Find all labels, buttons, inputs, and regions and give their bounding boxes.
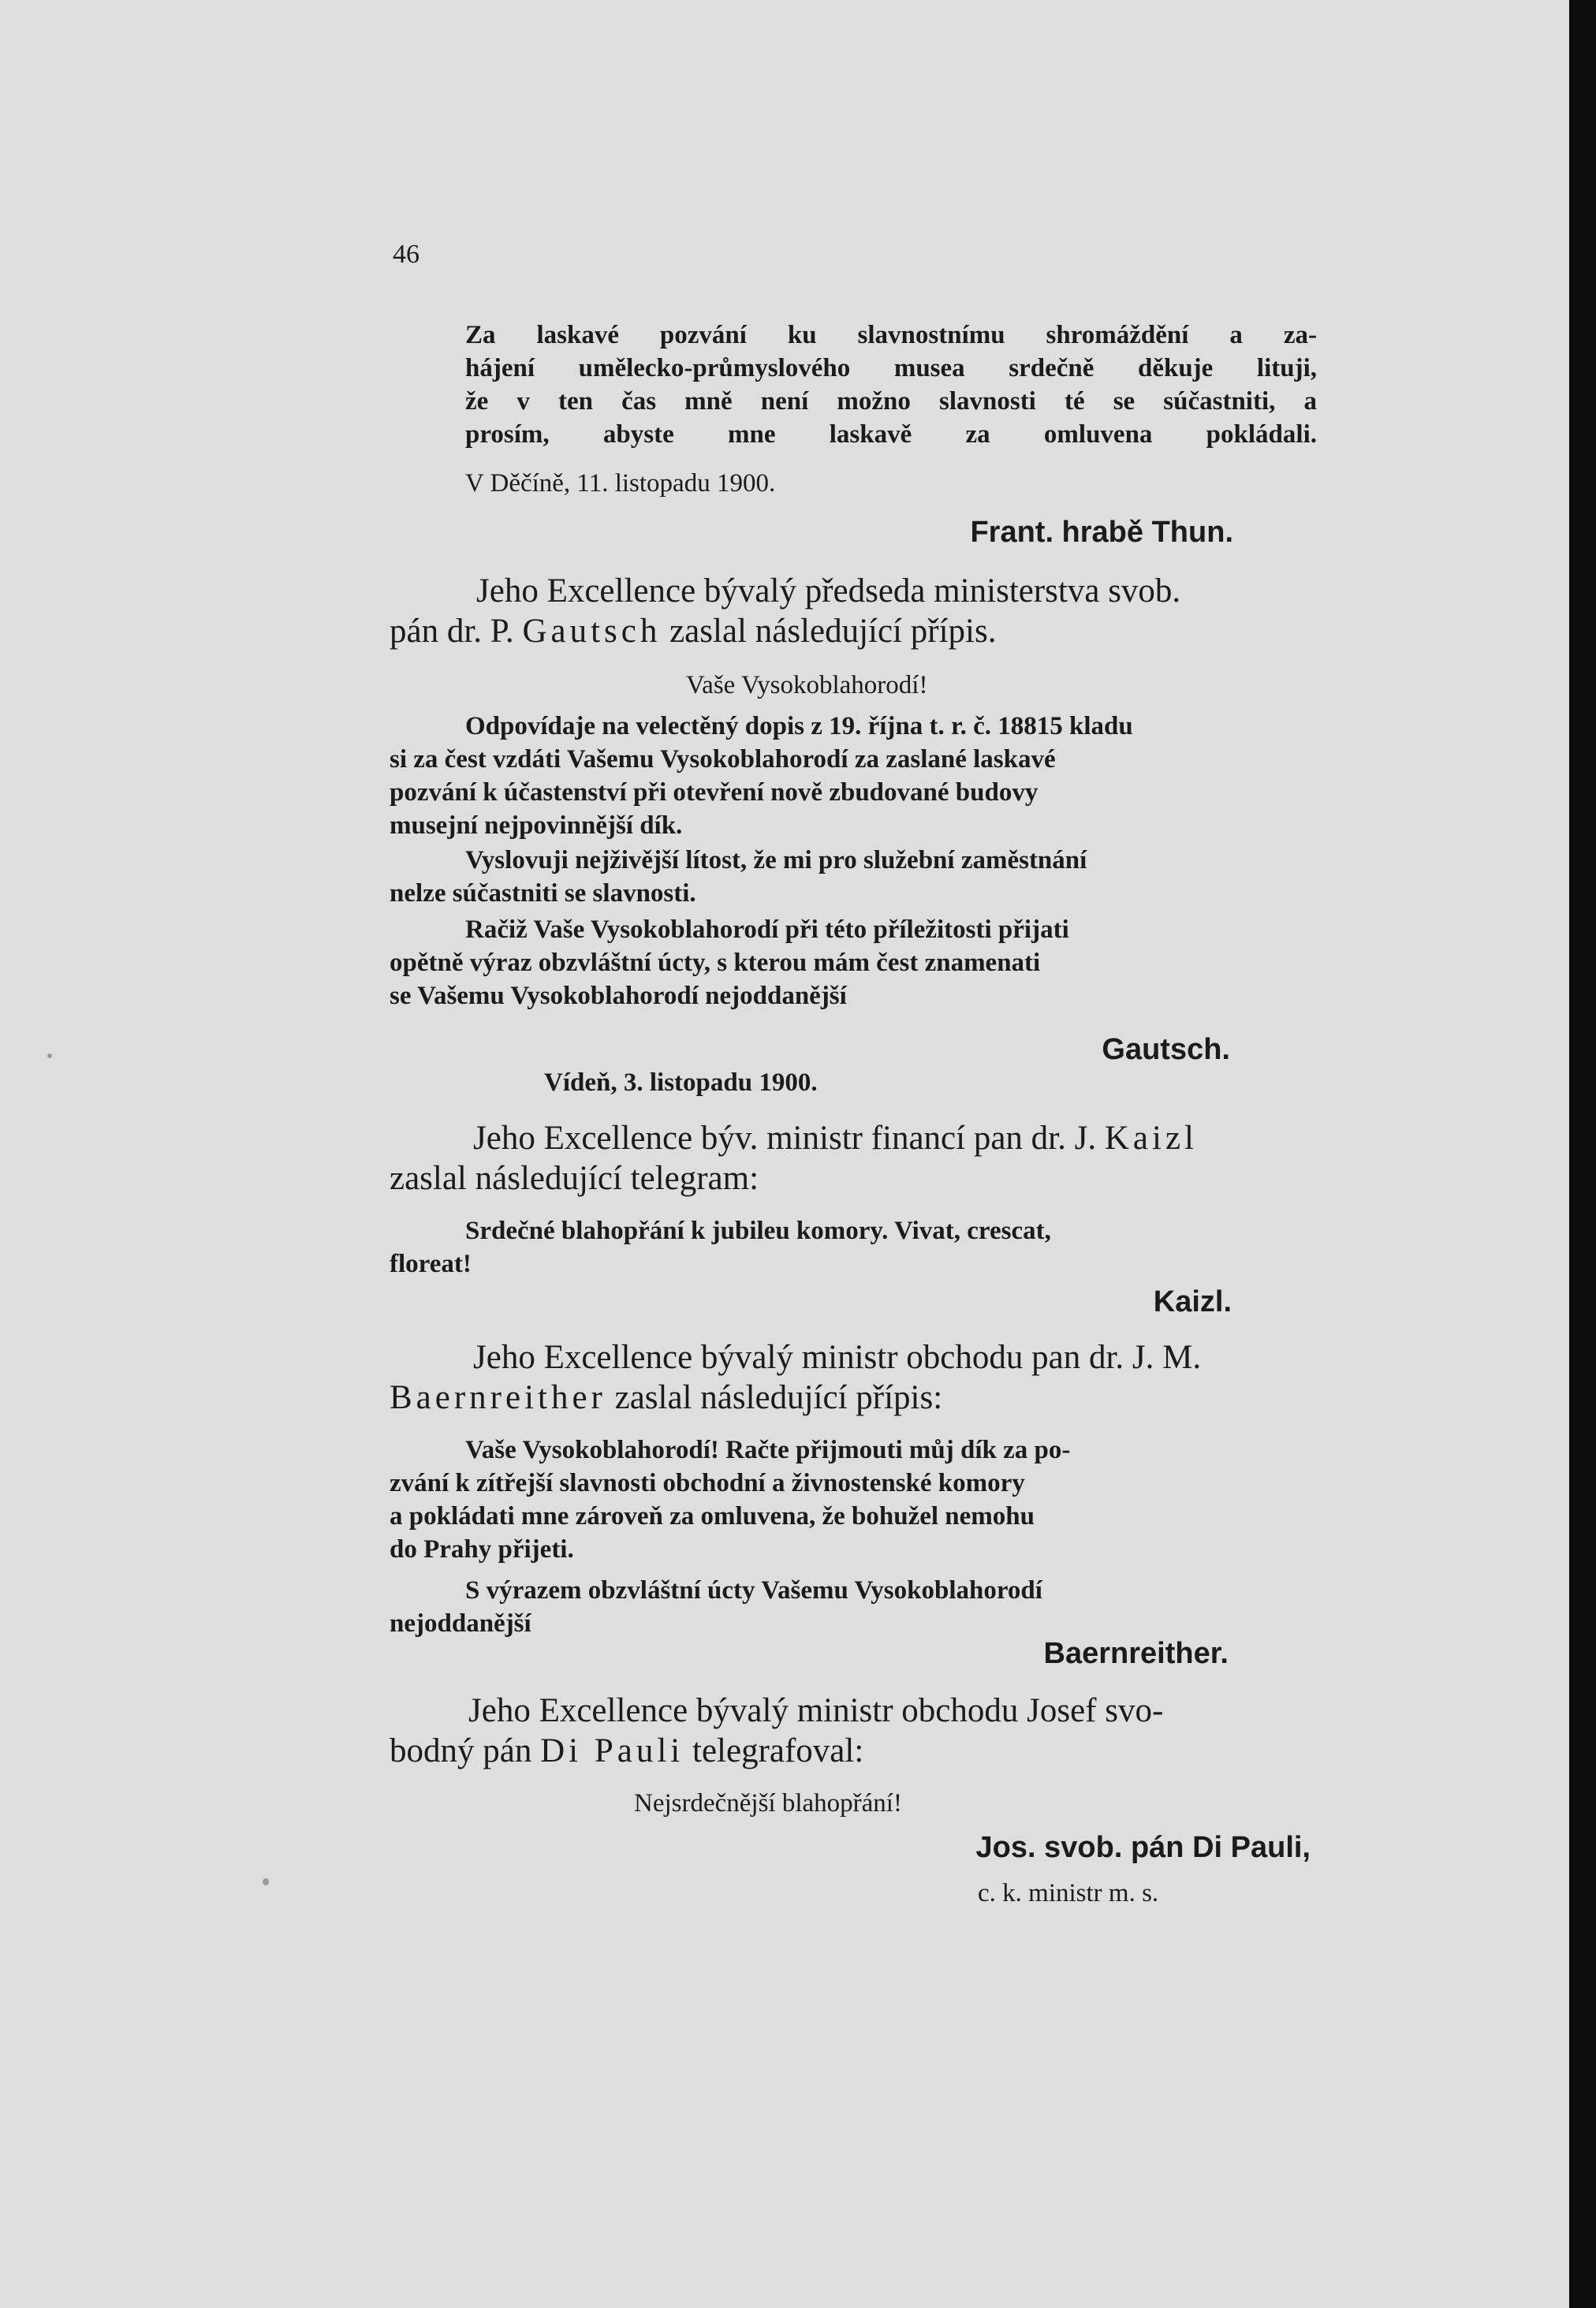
text-line — [390, 1378, 1317, 1418]
text-line: Jeho Excellence bývalý ministr obchodu pan dr. J. M. — [473, 1339, 1202, 1376]
kaizl-signature: Kaizl. — [1153, 1285, 1232, 1318]
dipauli-intro — [390, 1691, 1317, 1771]
gautsch-paragraph-2 — [390, 844, 1317, 910]
text-line: si za čest vzdáti Vašemu Vysokoblahorodí za zaslané laskavé — [390, 745, 1056, 774]
text-line: Za laskavé pozvání ku slavnostnímu shromáždění a za- — [465, 321, 1317, 349]
gautsch-place-date: Vídeň, 3. listopadu 1900. — [544, 1068, 818, 1097]
thun-paragraph — [390, 319, 1317, 451]
gautsch-paragraph-1 — [390, 710, 1317, 842]
text-line: Račiž Vaše Vysokoblahorodí při této příležitosti přijati — [465, 915, 1069, 944]
text-fragment: zaslal následující přípis: — [606, 1379, 943, 1416]
baernreither-signature: Baernreither. — [1043, 1637, 1229, 1670]
text-line: S výrazem obzvláštní úcty Vašemu Vysokoblahorodí — [465, 1576, 1042, 1605]
text-fragment: pán dr. P. — [390, 613, 523, 650]
gautsch-salutation: Vaše Vysokoblahorodí! — [686, 671, 928, 699]
text-line: do Prahy přijeti. — [390, 1535, 574, 1564]
text-line: zvání k zítřejší slavnosti obchodní a živnostenské komory — [390, 1469, 1025, 1497]
text-line: hájení umělecko-průmyslového musea srdečně děkuje lituji, — [465, 354, 1317, 382]
text-line — [390, 1118, 1317, 1158]
text-line: Jeho Excellence bývalý předseda ministerstva svob. — [476, 572, 1181, 610]
gautsch-signature: Gautsch. — [1102, 1033, 1230, 1066]
text-line: Jeho Excellence bývalý ministr obchodu Josef svo- — [468, 1692, 1164, 1729]
text-line: Vyslovuji nejživější lítost, že mi pro služební zaměstnání — [465, 846, 1087, 874]
text-line: nelze súčastniti se slavnosti. — [390, 879, 696, 908]
person-name: Gautsch — [522, 613, 662, 650]
text-line: Odpovídaje na velectěný dopis z 19. října t. r. č. 18815 kladu — [465, 712, 1133, 740]
scan-speck — [263, 1878, 269, 1885]
text-line: zaslal následující telegram: — [390, 1160, 759, 1197]
text-line: musejní nejpovinnější dík. — [390, 811, 683, 840]
thun-place-date: V Děčíně, 11. listopadu 1900. — [465, 469, 776, 498]
kaizl-telegram — [390, 1214, 1317, 1281]
text-line: a pokládati mne zároveň za omluvena, že bohužel nemohu — [390, 1502, 1035, 1531]
text-line: Srdečné blahopřání k jubileu komory. Vivat, crescat, — [465, 1217, 1051, 1245]
text-line: opětně výraz obzvláštní úcty, s kterou mám čest znamenati — [390, 949, 1041, 977]
baernreither-paragraph-1 — [390, 1434, 1317, 1566]
thun-letter — [390, 319, 1317, 451]
dipauli-signature: Jos. svob. pán Di Pauli, — [975, 1831, 1311, 1864]
text-line: Vaše Vysokoblahorodí! Račte přijmouti můj dík za po- — [465, 1436, 1071, 1464]
text-fragment: zaslal následující přípis. — [661, 613, 997, 650]
scan-speck — [47, 1053, 52, 1058]
text-line: že v ten čas mně není možno slavnosti té se súčastniti, a — [465, 387, 1317, 416]
thun-signature: Frant. hrabě Thun. — [970, 516, 1233, 549]
text-line — [390, 611, 1317, 651]
text-line — [390, 1731, 1317, 1771]
person-name: Kaizl — [1104, 1120, 1198, 1157]
text-fragment: telegrafoval: — [684, 1732, 864, 1769]
person-name: Baernreither — [390, 1379, 606, 1416]
gautsch-intro — [390, 571, 1317, 651]
dipauli-telegram: Nejsrdečnější blahopřání! — [634, 1789, 902, 1818]
person-name: Di Pauli — [540, 1732, 684, 1769]
baernreither-intro — [390, 1337, 1317, 1418]
page-number: 46 — [393, 240, 420, 269]
page-edge-shadow — [1569, 0, 1596, 2308]
text-fragment: bodný pán — [390, 1732, 541, 1769]
dipauli-title: c. k. ministr m. s. — [978, 1879, 1159, 1907]
kaizl-intro — [390, 1118, 1317, 1199]
text-line: prosím, abyste mne laskavě za omluvena pokládali. — [465, 420, 1317, 449]
text-line: pozvání k účastenství při otevření nově zbudované budovy — [390, 778, 1039, 807]
gautsch-paragraph-3 — [390, 913, 1317, 1012]
text-line: nejoddanější — [390, 1609, 531, 1638]
text-fragment: Jeho Excellence býv. ministr financí pan dr. J. — [473, 1120, 1105, 1157]
text-line: floreat! — [390, 1250, 472, 1278]
baernreither-paragraph-2 — [390, 1574, 1317, 1640]
text-line: se Vašemu Vysokoblahorodí nejoddanější — [390, 982, 847, 1010]
